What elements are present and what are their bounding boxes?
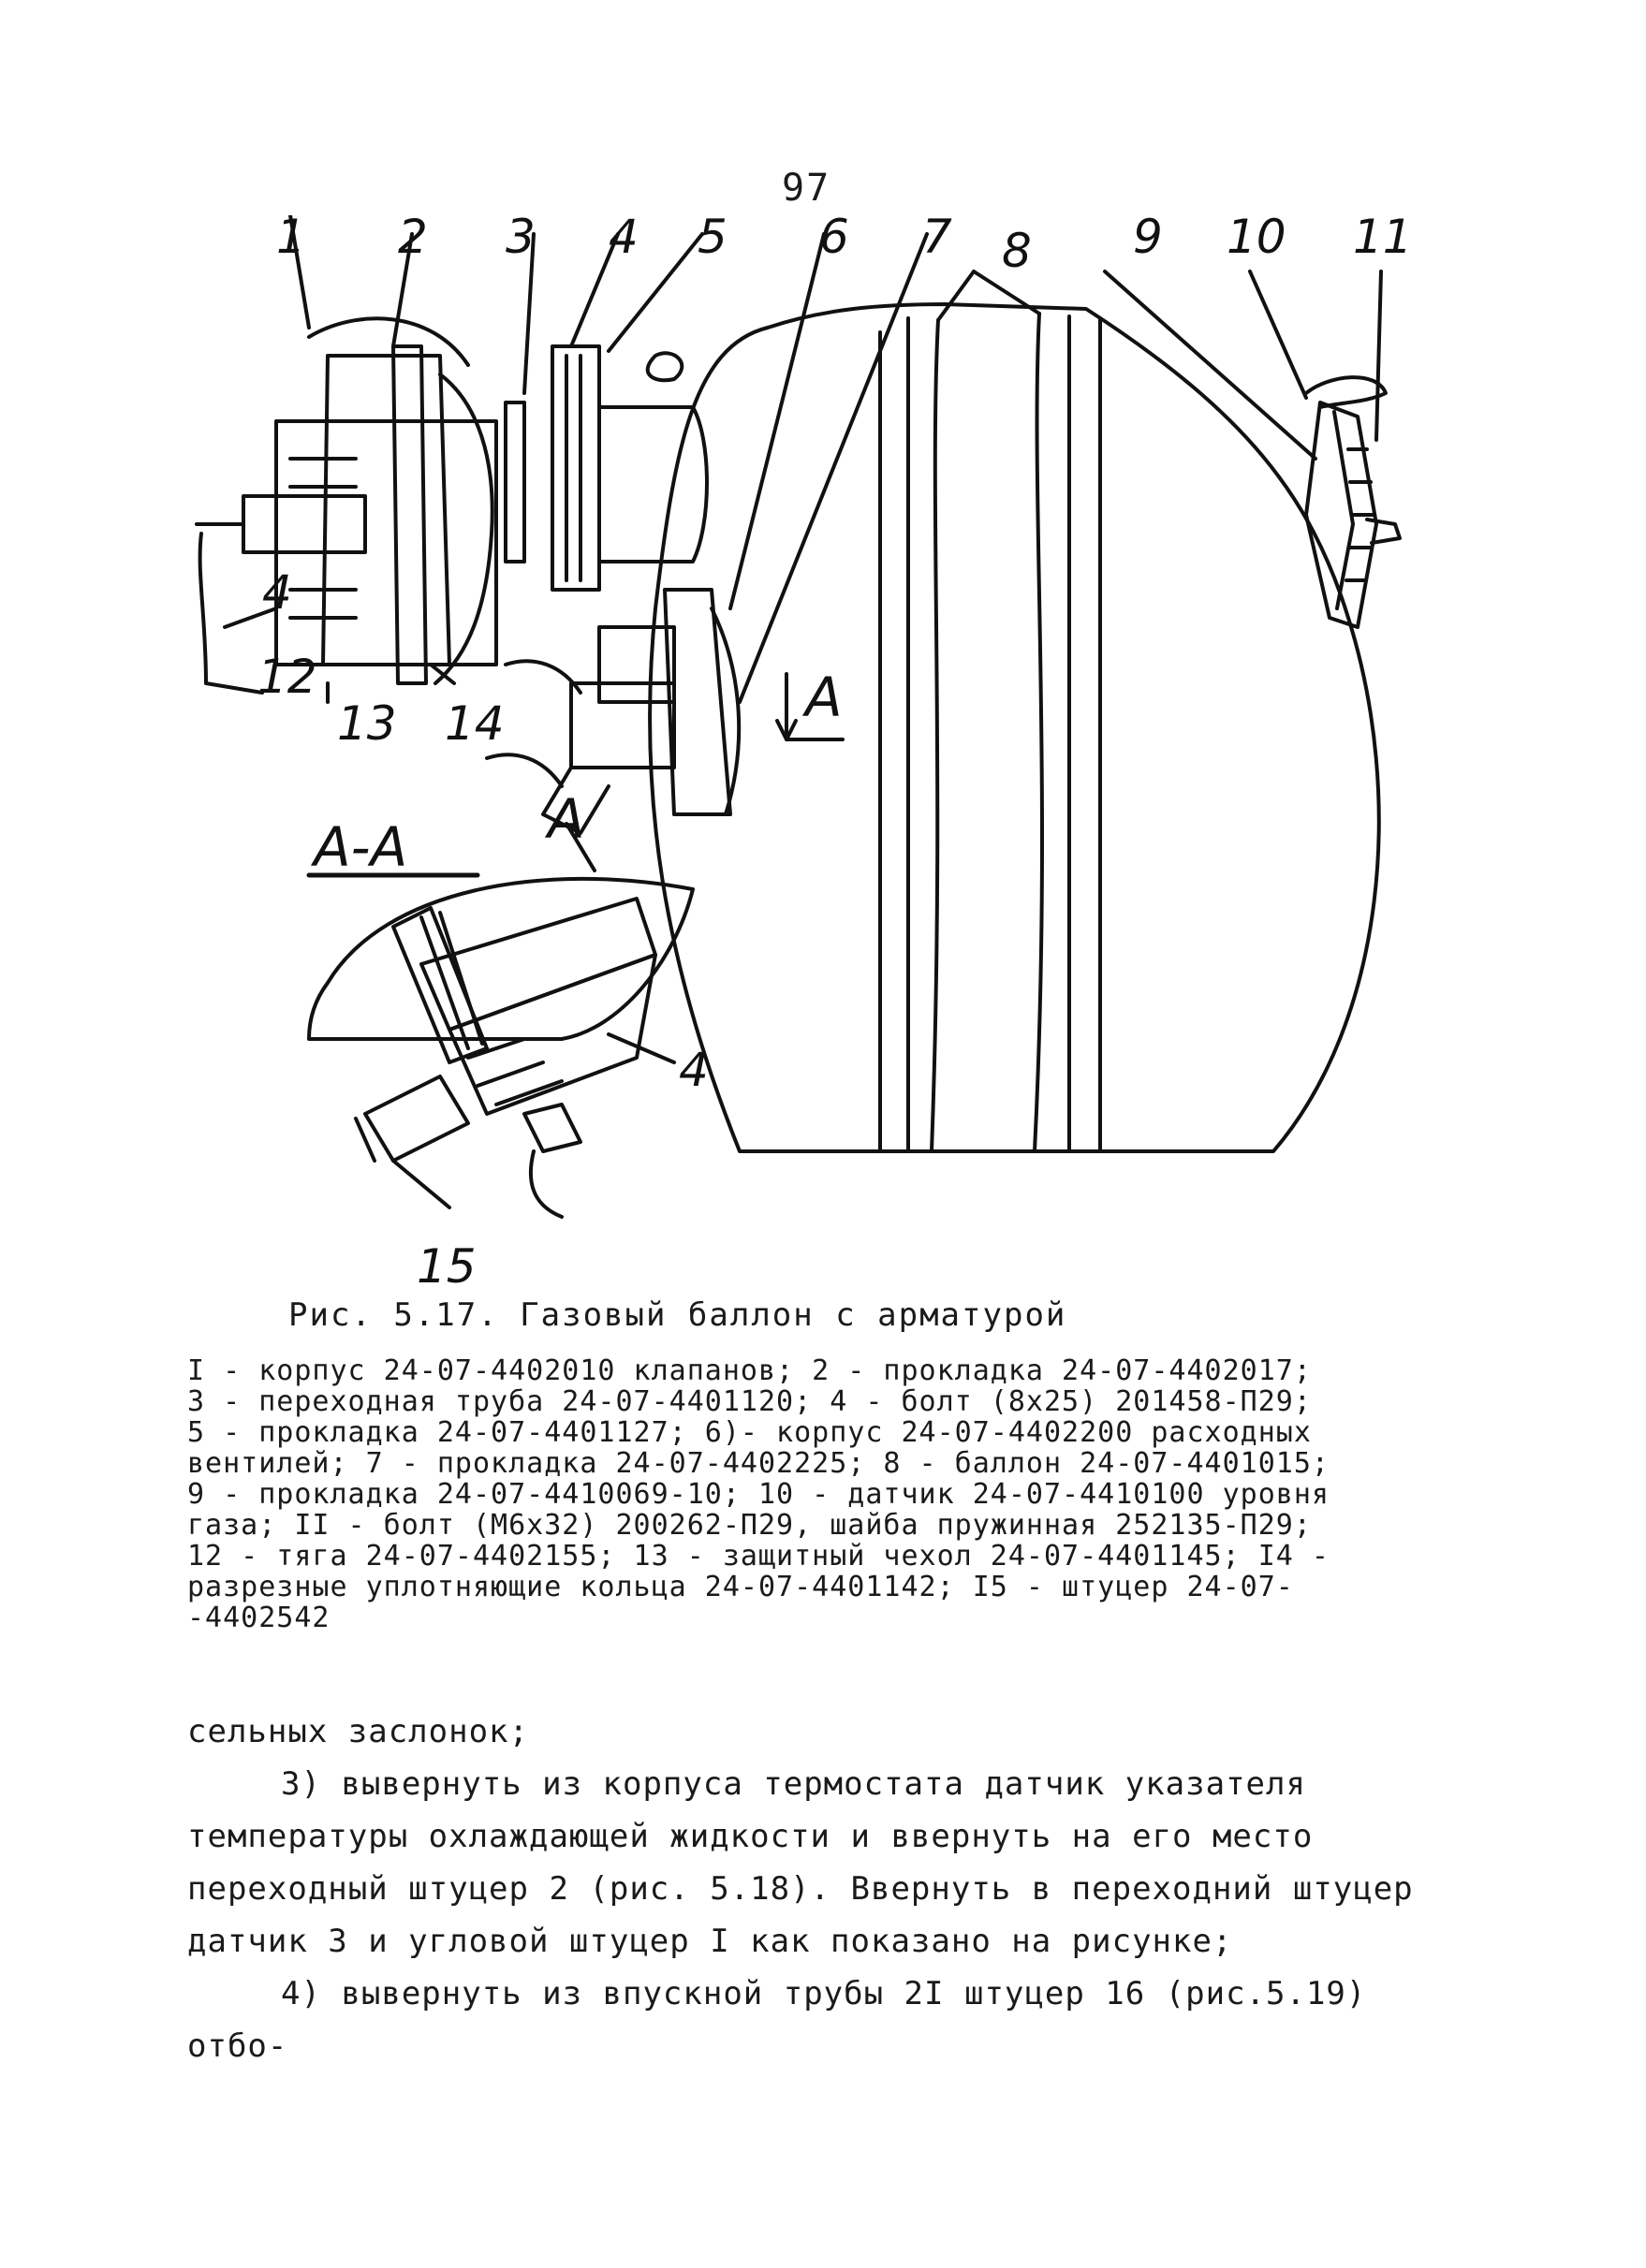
callout-4-left: 4 <box>262 565 292 620</box>
figure-caption: Рис. 5.17. Газовый баллон с арматурой <box>288 1296 1067 1334</box>
body-paragraph: 4) вывернуть из впускной трубы 2I штуцер 16 (рис.5.19) отбо- <box>187 1975 1367 2065</box>
section-title-aa: А-А <box>314 815 408 879</box>
callout-10: 10 <box>1227 215 1286 264</box>
callout-13: 13 <box>337 696 397 751</box>
callout-14: 14 <box>445 696 505 751</box>
callout-6: 6 <box>819 215 849 264</box>
gas-cylinder-figure <box>169 215 1461 1310</box>
callout-8: 8 <box>1002 224 1032 278</box>
callout-4-section: 4 <box>679 1043 709 1097</box>
callout-4-top: 4 <box>609 215 639 264</box>
callout-2: 2 <box>398 215 428 264</box>
callout-1: 1 <box>276 215 306 264</box>
callout-3: 3 <box>506 215 536 264</box>
callout-15: 15 <box>417 1239 477 1294</box>
section-mark-a-arrow: А <box>548 787 585 851</box>
callout-12: 12 <box>257 650 317 704</box>
body-paragraph: сельных заслонок; <box>187 1713 529 1750</box>
callout-11: 11 <box>1353 215 1413 264</box>
figure-legend: I - корпус 24-07-4402010 клапанов; 2 - прокладка 24-07-4402017; 3 - переходная труба 24-07-4401120; 4 - болт (8х25) 201458-П29; 5 - прокладка 24-07-4401127; 6)- корпус 24-07-4402200 расходных вентилей; 7 - прокладка 24-07-4402225; 8 - баллон 24-07-4401015; 9 - прокладка 24-07-4410069-10; 10 - датчик 24-07-4410100 уровня газа; II - болт (М6х32) 200262-П29, шайба пружинная 252135-П29; 12 - тяга 24-07-4402155; 13 - защитный чехол 24-07-4401145; I4 - разрезные уплотняющие кольца 24-07-4401142; I5 - штуцер 24-07- -4402542 <box>187 1354 1330 1634</box>
callout-7: 7 <box>922 215 952 264</box>
page-number: 97 <box>782 167 831 210</box>
cylinder-outline <box>650 304 1379 1151</box>
body-paragraph: 3) вывернуть из корпуса термостата датчик указателя температуры охлаждающей жидкости и ввернуть на его место переходный штуцер 2 (рис. 5.18). Ввернуть в переходний штуцер датчик 3 и угловой штуцер I как показано на рисунке; <box>187 1765 1414 1960</box>
body-text <box>187 1705 1475 2072</box>
callout-9: 9 <box>1133 215 1163 264</box>
section-mark-a: А <box>805 666 843 729</box>
callout-5: 5 <box>698 215 727 264</box>
